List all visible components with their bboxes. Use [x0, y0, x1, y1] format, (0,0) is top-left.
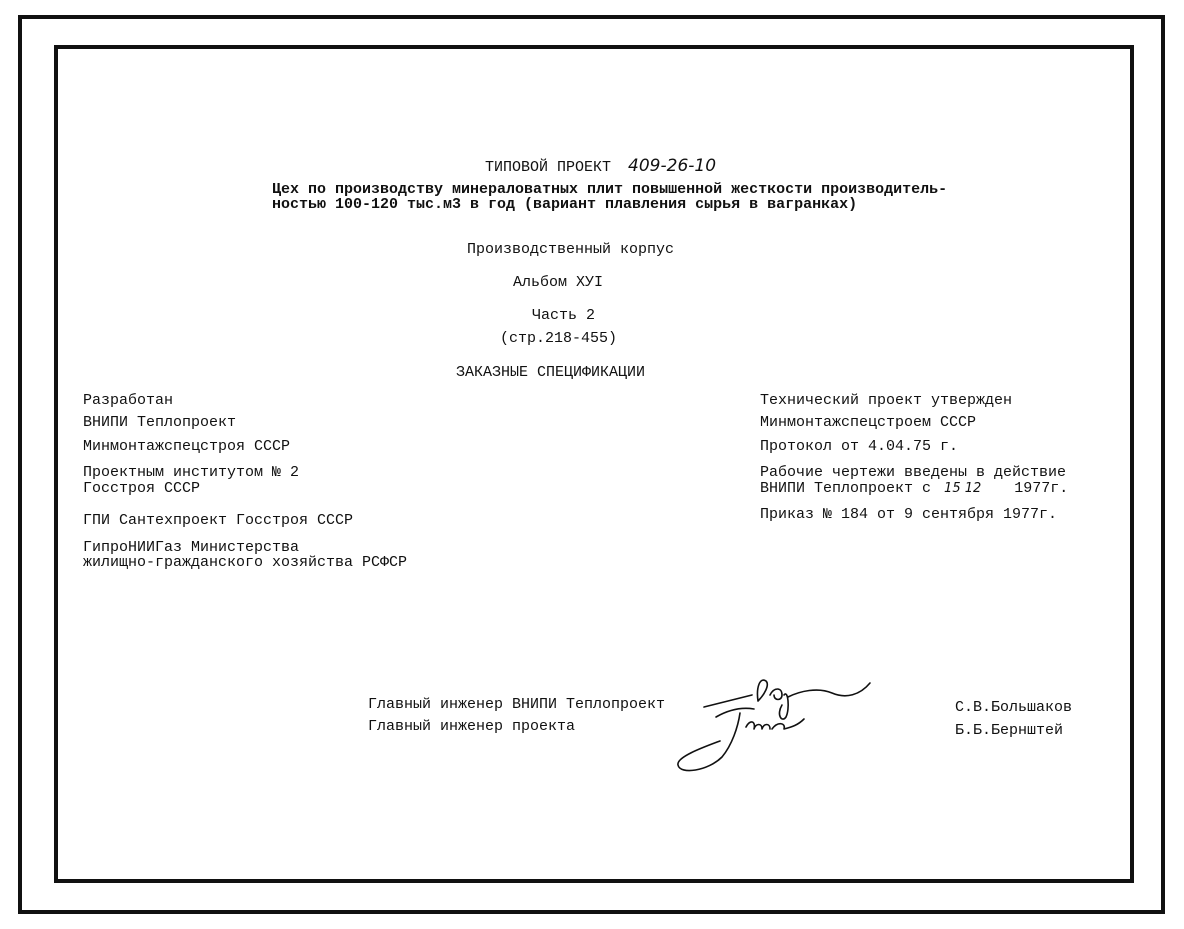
developer-item: ГипроНИИГаз Министерства [83, 539, 300, 556]
approval-line-5-prefix: ВНИПИ Теплопроект с [760, 480, 932, 497]
approval-date: 15 12 [944, 481, 982, 496]
developer-item: Минмонтажспецстроя СССР [83, 438, 291, 455]
project-label: ТИПОВОЙ ПРОЕКТ [485, 159, 612, 176]
page-range: (стр.218-455) [500, 330, 618, 347]
developers-heading: Разработан [83, 392, 174, 409]
project-engineer-name: Б.Б.Бернштей [955, 722, 1064, 739]
approval-line-6: Приказ № 184 от 9 сентября 1977г. [760, 506, 1058, 523]
handwritten-signatures [660, 665, 910, 775]
developer-item: ВНИПИ Теплопроект [83, 414, 237, 431]
developer-item: жилищно-гражданского хозяйства РСФСР [83, 554, 408, 571]
project-title [485, 158, 716, 176]
project-engineer-title: Главный инженер проекта [368, 718, 576, 735]
subtitle-line-1: Цех по производству минераловатных плит повышенной жесткости производитель- [272, 181, 948, 198]
project-number: 409-26-10 [628, 156, 717, 176]
chief-engineer-name: С.В.Большаков [955, 699, 1073, 716]
part-number: Часть 2 [532, 307, 596, 324]
approval-line-3: Протокол от 4.04.75 г. [760, 438, 959, 455]
building-name: Производственный корпус [467, 241, 675, 258]
developer-item: Госстроя СССР [83, 480, 201, 497]
approval-line-2: Минмонтажспецстроем СССР [760, 414, 977, 431]
album-number: Альбом ХУI [513, 274, 604, 291]
subtitle-line-2: ностью 100-120 тыс.м3 в год (вариант плавления сырья в вагранках) [272, 196, 858, 213]
approval-year: 1977г. [1014, 480, 1069, 497]
chief-engineer-title: Главный инженер ВНИПИ Теплопроект [368, 696, 666, 713]
developer-item: ГПИ Сантехпроект Госстроя СССР [83, 512, 354, 529]
approval-line-4: Рабочие чертежи введены в действие [760, 464, 1067, 481]
developer-item: Проектным институтом № 2 [83, 464, 300, 481]
section-title: ЗАКАЗНЫЕ СПЕЦИФИКАЦИИ [456, 364, 646, 381]
approval-line-5 [760, 481, 1068, 497]
approval-line-1: Технический проект утвержден [760, 392, 1013, 409]
